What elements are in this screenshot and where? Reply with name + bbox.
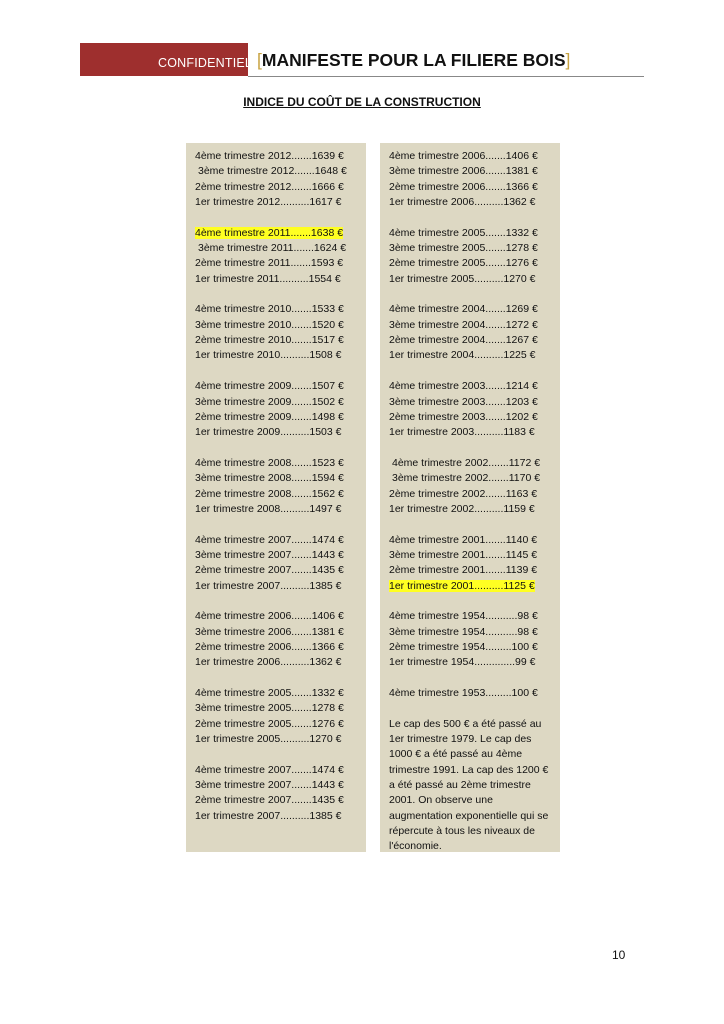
index-entry-text: 4ème trimestre 2007.......1474 € bbox=[195, 763, 344, 776]
header-band bbox=[80, 43, 253, 76]
index-entry bbox=[389, 533, 554, 548]
index-entry bbox=[195, 502, 347, 517]
index-entry bbox=[389, 241, 554, 256]
index-entry bbox=[389, 348, 554, 363]
index-entry-text: 4ème trimestre 2002.......1172 € bbox=[392, 456, 541, 469]
index-entry-text: 3ème trimestre 2007.......1443 € bbox=[195, 779, 344, 792]
index-entry bbox=[195, 379, 347, 394]
right-index-list bbox=[389, 149, 554, 855]
index-entry bbox=[195, 579, 347, 594]
index-entry-text: 1er trimestre 2009..........1503 € bbox=[195, 426, 342, 439]
index-entry-text: 1er trimestre 2008..........1497 € bbox=[195, 502, 342, 515]
index-entry bbox=[195, 487, 347, 502]
index-entry bbox=[389, 410, 554, 425]
index-entry-text: 3ème trimestre 2003.......1203 € bbox=[389, 395, 538, 408]
index-entry-text: 2ème trimestre 2008.......1562 € bbox=[195, 487, 344, 500]
index-entry-text: 4ème trimestre 2006.......1406 € bbox=[389, 150, 538, 162]
index-entry-text: 1er trimestre 2007..........1385 € bbox=[195, 809, 342, 822]
index-entry-text: 4ème trimestre 2005.......1332 € bbox=[389, 226, 538, 239]
index-entry-text: 1er trimestre 2001..........1125 € bbox=[389, 579, 535, 592]
index-entry bbox=[195, 425, 347, 440]
index-entry-text: 2ème trimestre 2009.......1498 € bbox=[195, 410, 344, 423]
index-entry bbox=[195, 793, 347, 808]
index-entry-text: 3ème trimestre 2007.......1443 € bbox=[195, 548, 344, 561]
index-entry-text: 2ème trimestre 2005.......1276 € bbox=[195, 717, 344, 730]
index-entry-text: 1er trimestre 1954..............99 € bbox=[389, 656, 536, 669]
index-entry-text: 4ème trimestre 2006.......1406 € bbox=[195, 610, 344, 623]
index-entry bbox=[195, 732, 347, 747]
index-entry-text: 3ème trimestre 2008.......1594 € bbox=[195, 472, 344, 485]
index-entry bbox=[195, 333, 347, 348]
index-entry-text: 3ème trimestre 2005.......1278 € bbox=[389, 242, 538, 255]
index-entry bbox=[195, 686, 347, 701]
index-entry-text: 1er trimestre 2011..........1554 € bbox=[195, 272, 341, 285]
index-entry bbox=[389, 395, 554, 410]
index-entry bbox=[195, 548, 347, 563]
index-entry-text: 3ème trimestre 2009.......1502 € bbox=[195, 395, 344, 408]
section-title: INDICE DU COÛT DE LA CONSTRUCTION bbox=[243, 95, 481, 109]
index-entry-text: 4ème trimestre 2003.......1214 € bbox=[389, 380, 538, 393]
left-index-list bbox=[195, 149, 347, 839]
page-number: 10 bbox=[612, 948, 626, 962]
index-entry bbox=[195, 471, 347, 486]
index-entry bbox=[389, 640, 554, 655]
index-entry-text: 3ème trimestre 2002.......1170 € bbox=[392, 472, 541, 485]
index-entry bbox=[195, 149, 347, 164]
index-entry-text: 2ème trimestre 2002.......1163 € bbox=[389, 487, 538, 500]
index-entry bbox=[389, 226, 554, 241]
index-entry bbox=[195, 763, 347, 778]
index-entry-text: 1er trimestre 2012..........1617 € bbox=[195, 196, 342, 209]
index-entry bbox=[389, 625, 554, 640]
index-entry-text: 3ème trimestre 2011.......1624 € bbox=[198, 242, 347, 255]
index-entry bbox=[389, 655, 554, 670]
left-index-panel bbox=[186, 143, 366, 852]
index-entry-text: 1er trimestre 2007..........1385 € bbox=[195, 579, 342, 592]
index-entry bbox=[195, 348, 347, 363]
index-entry-text: 3ème trimestre 1954...........98 € bbox=[389, 625, 538, 638]
index-entry-text: 2ème trimestre 2012.......1666 € bbox=[195, 180, 344, 193]
index-entry-text: 2ème trimestre 2011.......1593 € bbox=[195, 257, 344, 270]
index-entry-text: 3ème trimestre 2005.......1278 € bbox=[195, 702, 344, 715]
index-entry-text: 3ème trimestre 2001.......1145 € bbox=[389, 548, 538, 561]
index-entry-text: 1er trimestre 2006..........1362 € bbox=[389, 196, 536, 209]
index-entry bbox=[389, 548, 554, 563]
index-entry-text: 4ème trimestre 2007.......1474 € bbox=[195, 533, 344, 546]
index-entry-text: 2ème trimestre 2004.......1267 € bbox=[389, 334, 538, 347]
index-entry bbox=[195, 809, 347, 824]
index-entry bbox=[389, 609, 554, 624]
index-entry-text: 1er trimestre 2006..........1362 € bbox=[195, 656, 342, 669]
index-entry bbox=[195, 272, 347, 287]
index-entry bbox=[195, 609, 347, 624]
confidential-label: CONFIDENTIEL bbox=[158, 56, 253, 70]
document-title bbox=[257, 50, 570, 71]
index-entry-text: 4ème trimestre 1953.........100 € bbox=[389, 687, 538, 700]
index-entry-text: 2ème trimestre 2006.......1366 € bbox=[389, 180, 538, 193]
index-entry-text: 2ème trimestre 2003.......1202 € bbox=[389, 410, 538, 423]
index-entry bbox=[195, 226, 347, 241]
index-entry-text: 1er trimestre 2002..........1159 € bbox=[389, 502, 535, 515]
index-entry-text: 2ème trimestre 2001.......1139 € bbox=[389, 564, 538, 577]
index-entry-text: 3ème trimestre 2004.......1272 € bbox=[389, 318, 538, 331]
document-title-text: MANIFESTE POUR LA FILIERE BOIS bbox=[261, 50, 566, 70]
index-entry bbox=[195, 410, 347, 425]
index-entry bbox=[389, 180, 554, 195]
index-entry bbox=[195, 318, 347, 333]
index-entry-text: 1er trimestre 2004..........1225 € bbox=[389, 349, 536, 362]
index-entry bbox=[195, 456, 347, 471]
index-entry bbox=[389, 425, 554, 440]
index-entry-text: 2ème trimestre 2005.......1276 € bbox=[389, 257, 538, 270]
index-note: Le cap des 500 € a été passé au 1er trimestre 1979. Le cap des 1000 € a été passé au 4ème trimestre 1991. La cap des 1200 € a été passé au 2ème trimestre 2001. On observe une augmentation exponentielle qui se répercute à tous les niveaux de l'économie. bbox=[389, 717, 549, 853]
index-entry bbox=[389, 686, 554, 701]
index-entry-text: 1er trimestre 2005..........1270 € bbox=[195, 733, 342, 746]
index-entry-text: 3ème trimestre 2012.......1648 € bbox=[198, 165, 347, 178]
index-entry bbox=[195, 778, 347, 793]
index-entry-text: 4ème trimestre 2004.......1269 € bbox=[389, 303, 538, 316]
index-entry-text: 1er trimestre 2003..........1183 € bbox=[389, 426, 535, 439]
index-entry-text: 1er trimestre 2010..........1508 € bbox=[195, 349, 342, 362]
index-entry bbox=[389, 471, 554, 486]
index-entry bbox=[389, 487, 554, 502]
index-entry-text: 4ème trimestre 2010.......1533 € bbox=[195, 303, 344, 316]
index-entry bbox=[389, 502, 554, 517]
right-index-panel bbox=[380, 143, 560, 852]
index-entry bbox=[389, 149, 554, 164]
index-entry bbox=[195, 302, 347, 317]
index-entry bbox=[389, 164, 554, 179]
index-entry bbox=[389, 272, 554, 287]
index-entry-text: 4ème trimestre 2008.......1523 € bbox=[195, 456, 344, 469]
index-entry bbox=[195, 180, 347, 195]
index-entry bbox=[195, 395, 347, 410]
index-entry bbox=[195, 164, 347, 179]
index-entry-text: 4ème trimestre 2009.......1507 € bbox=[195, 380, 344, 393]
index-entry bbox=[389, 579, 554, 594]
index-entry bbox=[195, 625, 347, 640]
header-divider bbox=[248, 76, 644, 77]
index-entry bbox=[195, 717, 347, 732]
index-entry-text: 4ème trimestre 2001.......1140 € bbox=[389, 533, 538, 546]
index-entry-text: 2ème trimestre 2007.......1435 € bbox=[195, 794, 344, 807]
index-entry-text: 3ème trimestre 2010.......1520 € bbox=[195, 318, 344, 331]
index-entry bbox=[195, 655, 347, 670]
index-entry-text: 3ème trimestre 2006.......1381 € bbox=[389, 165, 538, 178]
index-entry-text: 2ème trimestre 2007.......1435 € bbox=[195, 564, 344, 577]
index-entry bbox=[195, 701, 347, 716]
index-entry-text: 2ème trimestre 2010.......1517 € bbox=[195, 334, 344, 347]
index-entry-text: 2ème trimestre 1954.........100 € bbox=[389, 641, 538, 653]
index-entry bbox=[389, 333, 554, 348]
index-entry bbox=[195, 563, 347, 578]
index-entry bbox=[389, 318, 554, 333]
index-entry-text: 4ème trimestre 1954...........98 € bbox=[389, 610, 538, 623]
index-entry-text: 3ème trimestre 2006.......1381 € bbox=[195, 625, 344, 638]
bracket-close: ] bbox=[565, 50, 571, 70]
index-entry bbox=[195, 533, 347, 548]
index-entry bbox=[389, 302, 554, 317]
index-entry bbox=[195, 256, 347, 271]
index-entry bbox=[389, 195, 554, 210]
index-entry bbox=[195, 241, 347, 256]
index-entry bbox=[195, 195, 347, 210]
index-entry-text: 4ème trimestre 2011.......1638 € bbox=[195, 226, 344, 239]
index-entry-text: 1er trimestre 2005..........1270 € bbox=[389, 272, 536, 285]
index-entry-text: 4ème trimestre 2012.......1639 € bbox=[195, 150, 344, 162]
index-entry bbox=[195, 640, 347, 655]
index-entry bbox=[389, 256, 554, 271]
index-entry-text: 2ème trimestre 2006.......1366 € bbox=[195, 641, 344, 653]
index-entry bbox=[389, 379, 554, 394]
index-entry-text: 4ème trimestre 2005.......1332 € bbox=[195, 687, 344, 700]
index-entry bbox=[389, 456, 554, 471]
bracket-open: [ bbox=[257, 50, 262, 70]
index-entry bbox=[389, 563, 554, 578]
